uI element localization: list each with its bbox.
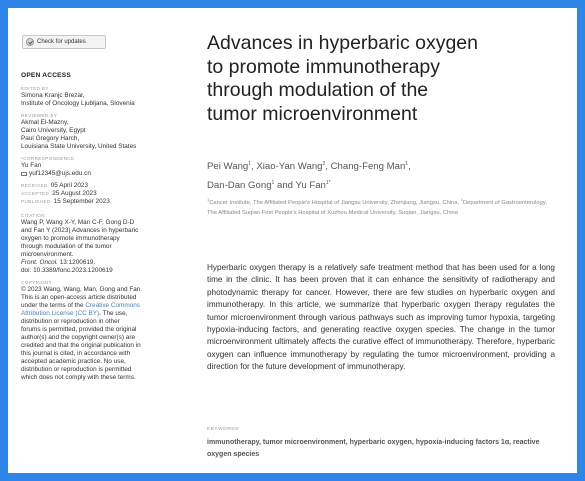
citation-label: CITATION [21, 213, 45, 218]
citation-journal-line [21, 259, 181, 267]
license-link[interactable]: Creative Commons [85, 302, 141, 309]
author-affil-sup: 1* [325, 180, 331, 187]
reviewer-2-affiliation: Louisiana State University, United States [21, 143, 137, 150]
citation-doi[interactable]: doi: 10.3389/fonc.2023.1200619 [21, 267, 113, 274]
author-affil-sup: 1 [405, 161, 409, 167]
keywords: immunotherapy, tumor microenvironment, hyperbaric oxygen, hypoxia-inducing factors 1α, reactive oxygen species [207, 439, 540, 458]
accepted-label: ACCEPTED [21, 191, 50, 196]
citation-line: microenvironment. [21, 251, 74, 258]
reviewed-by-label: REVIEWED BY [21, 113, 58, 118]
citation-journal: Front. Oncol. [21, 259, 58, 266]
open-access-label: OPEN ACCESS [21, 72, 71, 79]
author-affil-sup: 1 [271, 180, 275, 187]
correspondence-email[interactable] [21, 170, 181, 178]
envelope-icon [21, 172, 27, 176]
citation-line: through modulation of the tumor [21, 243, 112, 250]
reviewer-1-name: Akmal El-Mazny, [21, 119, 69, 126]
received-label: RECEIVED [21, 183, 48, 188]
title-line: tumor microenvironment [207, 102, 418, 125]
citation-line: oxygen to promote immunotherapy [21, 235, 120, 242]
author-list: Pei Wang$^1$, Xiao-Yan Wang$^2$, Chang-Feng Man$^1$, Dan-Dan Gong$^1$ and Yu Fan$^{1*}$ [207, 161, 411, 192]
copyright-line: which does not comply with these terms. [21, 374, 136, 381]
affil-sup: 1 [207, 197, 210, 202]
correspondence-label: *CORRESPONDENCE [21, 156, 75, 161]
title-line: Advances in hyperbaric oxygen [207, 32, 478, 54]
affiliation-text: Cancer Institute, The Affiliated People's Hospital of Jiangsu University, Zhenjiang, Jiangsu, China, [209, 199, 460, 206]
citation-volume: 13:1200619. [59, 259, 96, 266]
copyright-line: This is an open-access article distributed [21, 294, 137, 301]
editor-affiliation: Institute of Oncology Ljubljana, Slovenia [21, 100, 135, 107]
author-affil-sup: 1 [248, 161, 252, 167]
article-sidebar [21, 72, 181, 382]
accepted-row [21, 190, 181, 198]
license-link-cont[interactable]: Attribution License (CC BY) [21, 310, 100, 317]
title-line: to promote immunotherapy [207, 55, 441, 78]
email-address[interactable]: yuf12345@ujs.edu.cn [29, 170, 91, 177]
editor-name: Simona Kranjc Brezar, [21, 92, 85, 99]
edited-by-label: EDITED BY [21, 86, 49, 91]
copyright-label: COPYRIGHT [21, 280, 52, 285]
published-row [21, 198, 181, 206]
affil-sup: 2 [460, 197, 463, 202]
author-affil-sup: 2 [322, 161, 326, 167]
author-name[interactable]: Yu Fan [295, 180, 326, 192]
affiliations [207, 195, 547, 218]
title-line: through modulation of the [207, 79, 429, 101]
copyright-text: . The use, [99, 310, 128, 317]
affiliation-text: Department of Gastroenterology, The Affiliated Suqian First People's Hospital of Xuzhou Medical University, Suqian, Jiangsu, China [207, 199, 547, 216]
author-name[interactable]: Chang-Feng Man [330, 161, 406, 173]
reviewer-2-name: Paul Gregory Harch, [21, 135, 80, 142]
citation-line: and Fan Y (2023) Advances in hyperbaric [21, 227, 139, 234]
article-page [8, 8, 577, 473]
check-for-updates-label: Check for updates [37, 39, 86, 45]
author-name[interactable]: Xiao-Yan Wang [256, 161, 323, 173]
article-title [207, 32, 547, 126]
copyright-line: author(s) and the copyright owner(s) are [21, 334, 136, 341]
citation-line: Wang P, Wang X-Y, Man C-F, Gong D-D [21, 219, 135, 226]
copyright-line: credited and that the original publication in [21, 342, 141, 349]
copyright-line: this journal is cited, in accordance with [21, 350, 131, 357]
copyright-line [21, 302, 181, 310]
keywords-label: KEYWORDS [207, 427, 239, 432]
copyright-line: distribution or reproduction in other [21, 318, 120, 325]
copyright-line: accepted academic practice. No use, [21, 358, 126, 365]
copyright-line: © 2023 Wang, Wang, Man, Gong and Fan. [21, 286, 143, 293]
received-row [21, 182, 181, 190]
received-date: 05 April 2023 [50, 182, 88, 189]
copyright-line [21, 310, 181, 318]
check-circle-icon [26, 38, 34, 46]
correspondent-name: Yu Fan [21, 162, 42, 169]
copyright-text: under the terms of the [21, 302, 84, 309]
accepted-date: 25 August 2023 [52, 190, 97, 197]
copyright-line: forums is permitted, provided the original [21, 326, 137, 333]
published-label: PUBLISHED [21, 199, 51, 204]
reviewer-1-affiliation: Cairo University, Egypt [21, 127, 86, 134]
author-name[interactable]: Pei Wang [207, 161, 249, 173]
abstract: Hyperbaric oxygen therapy is a relatively safe treatment method that has been used for a long time in the clinic. It has been proven that it can enhance the sensitivity of radiotherapy and photodynamic therapy for cancer. However, there are few studies on hyperbaric oxygen and immunotherapy. In this article, we summarize that hyperbaric oxygen therapy regulates the tumor microenvironment through various pathways such as improving tumor hypoxia, targeting hypoxia-inducing factors, and generating reactive oxygen species. The change in the tumor microenvironment ultimately affects the curative effect of immunotherapy. Therefore, hyperbaric oxygen can influence immunotherapy by regulating the tumor microenvironment, providing a direction for the future development of immunotherapy. [207, 263, 555, 372]
copyright-line: distribution or reproduction is permitted [21, 366, 132, 373]
author-name[interactable]: Dan-Dan Gong [207, 180, 272, 192]
check-for-updates-button[interactable] [22, 35, 106, 49]
published-date: 15 September 2023 [53, 198, 110, 205]
